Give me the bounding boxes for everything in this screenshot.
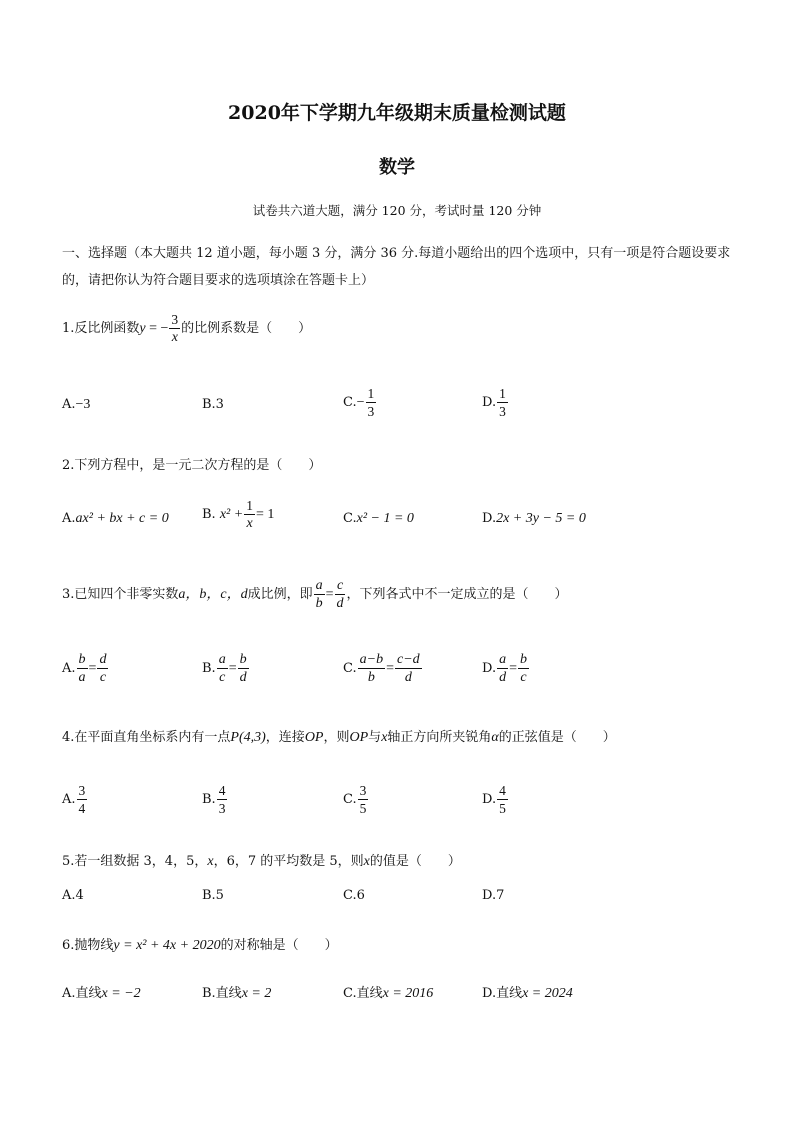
q2-a-expr: ax² + bx + c = 0 <box>75 511 169 526</box>
q3-a-frac2 <box>97 652 108 685</box>
q4-d-num: 4 <box>499 783 506 798</box>
q4-op2: OP <box>349 730 369 745</box>
q4-c-num: 3 <box>359 783 367 798</box>
q2-d-label: D. <box>482 511 497 526</box>
q3-suffix: ，下列各式中不一定成立的是（ ） <box>346 587 568 602</box>
q2-b-num: 1 <box>246 498 253 513</box>
q3-f2-den: d <box>336 596 344 611</box>
q3-frac-2 <box>335 578 346 611</box>
q1-eq: = − <box>145 321 169 336</box>
q3-d2-den: c <box>520 670 527 685</box>
q1-den: x <box>171 330 178 345</box>
q2-b-post: = 1 <box>255 507 275 522</box>
q3-a-label: A. <box>62 661 76 676</box>
q4-c-frac <box>358 783 369 816</box>
q3-b2-num: b <box>239 652 247 667</box>
q1-var-y: y <box>139 321 146 336</box>
question-3-stem <box>62 578 568 611</box>
q1-c-label: C. <box>343 395 357 410</box>
q3-d-frac2 <box>518 652 529 685</box>
q4-suffix: 的正弦值是（ ） <box>498 730 616 745</box>
q2-option-c <box>343 511 414 527</box>
q3-a1-den: a <box>78 670 86 685</box>
question-2-stem: 2.下列方程中，是一元二次方程的是（ ） <box>62 458 322 473</box>
q5-option-d: D.7 <box>482 888 505 903</box>
q3-f1-den: b <box>315 596 323 611</box>
q1-d-fraction <box>497 386 508 419</box>
q4-op1: OP <box>304 730 324 745</box>
q4-option-b <box>202 783 228 816</box>
q3-c-eq: = <box>386 661 394 676</box>
q6-expr: y = x² + 4x + 2020 <box>113 938 221 953</box>
q4-mid1: ，连接 <box>265 730 305 745</box>
q6-c-label: C.直线 <box>343 986 383 1001</box>
q1-option-b: B.3 <box>202 397 224 412</box>
q6-b-expr: x = 2 <box>241 986 272 1001</box>
q3-c2-den: d <box>404 670 412 685</box>
q3-d-eq: = <box>509 661 517 676</box>
question-6-stem <box>62 934 338 954</box>
q6-option-b <box>202 982 271 1002</box>
q1-option-c <box>343 386 377 419</box>
q3-c1-num: a−b <box>359 652 384 667</box>
q1-a-value: −3 <box>75 397 91 412</box>
q4-option-c <box>343 783 369 816</box>
q4-b-label: B. <box>202 792 216 807</box>
q2-d-expr: 2x + 3y − 5 = 0 <box>496 511 586 526</box>
q1-prefix: 1.反比例函数 <box>62 321 140 336</box>
q6-d-label: D.直线 <box>482 986 523 1001</box>
q3-frac-1 <box>314 578 325 611</box>
q1-a-label: A. <box>62 397 76 412</box>
q4-option-a <box>62 783 88 816</box>
q4-b-num: 4 <box>218 783 226 798</box>
q4-point: P(4,3) <box>230 730 266 745</box>
q2-b-pre: x² + <box>219 507 244 522</box>
q6-option-a <box>62 982 141 1002</box>
q4-d-frac <box>497 783 508 816</box>
q2-option-b <box>202 498 274 531</box>
q1-option-d <box>482 386 509 419</box>
subject-title: 数学 <box>379 157 415 178</box>
q3-a-eq: = <box>88 661 97 676</box>
q3-b2-den: d <box>239 670 247 685</box>
q1-c-sign: − <box>356 395 365 410</box>
q1-c-num: 1 <box>367 386 375 401</box>
q4-a-den: 4 <box>78 801 86 816</box>
question-4-stem <box>62 726 616 746</box>
q2-b-fraction <box>244 498 255 531</box>
q3-option-d <box>482 652 530 685</box>
q1-option-a <box>62 397 90 413</box>
q2-a-label: A. <box>62 511 76 526</box>
q4-c-den: 5 <box>359 801 367 816</box>
q3-c-frac2 <box>395 652 422 685</box>
q4-b-den: 3 <box>218 801 226 816</box>
q3-option-b <box>202 652 250 685</box>
q1-suffix: 的比例系数是（ ） <box>181 321 312 336</box>
q4-mid4: 轴正方向所夹锐角 <box>387 730 492 745</box>
q3-a2-num: d <box>99 652 107 667</box>
q1-fraction <box>169 312 180 345</box>
section-heading: 一、选择题（本大题共 12 道小题，每小题 3 分，满分 36 分.每道小题给出的四个选项中，只有一项是符合题设要求的，请把你认为符合题目要求的选项填涂在答题卡上） <box>62 246 731 288</box>
q1-c-den: 3 <box>367 404 375 419</box>
q2-option-d <box>482 511 586 527</box>
q2-option-a <box>62 511 169 527</box>
q3-a2-den: c <box>99 670 107 685</box>
q4-a-num: 3 <box>78 783 86 798</box>
q6-option-d <box>482 982 573 1002</box>
q4-mid2: ，则 <box>323 730 350 745</box>
q1-d-label: D. <box>482 395 497 410</box>
q5-xvar2: x <box>363 854 370 869</box>
q3-b-eq: = <box>228 661 237 676</box>
q1-d-den: 3 <box>499 404 506 419</box>
q3-option-a <box>62 652 109 685</box>
q3-eq: = <box>325 587 334 602</box>
q3-b-frac2 <box>238 652 249 685</box>
q3-a1-num: b <box>78 652 86 667</box>
q6-c-expr: x = 2016 <box>382 986 434 1001</box>
q5-option-b: B.5 <box>202 888 224 903</box>
q6-suffix: 的对称轴是（ ） <box>220 938 338 953</box>
q3-prefix: 3.已知四个非零实数 <box>62 587 179 602</box>
q4-xvar: x <box>381 730 388 745</box>
q2-b-den: x <box>246 516 253 531</box>
q2-b-label: B. <box>202 507 216 522</box>
q3-c-label: C. <box>343 661 357 676</box>
q3-mid: 成比例，即 <box>247 587 313 602</box>
q5-option-c: C.6 <box>343 888 365 903</box>
q5-option-a: A.4 <box>62 888 84 903</box>
q1-d-num: 1 <box>499 386 506 401</box>
q5-prefix: 5.若一组数据 3，4，5， <box>62 854 208 869</box>
q4-prefix: 4.在平面直角坐标系内有一点 <box>62 730 231 745</box>
q3-d2-num: b <box>520 652 527 667</box>
q3-vars: a，b，c，d <box>178 587 248 602</box>
q3-f1-num: a <box>315 578 323 593</box>
q4-mid3: 与 <box>368 730 382 745</box>
q1-num: 3 <box>171 312 179 327</box>
exam-title: 2020年下学期九年级期末质量检测试题 <box>228 102 566 124</box>
q3-b-frac1 <box>217 652 228 685</box>
q6-option-c <box>343 982 433 1002</box>
q5-suffix: 的值是（ ） <box>369 854 461 869</box>
q3-f2-num: c <box>336 578 344 593</box>
q3-d-label: D. <box>482 661 497 676</box>
q2-c-expr: x² − 1 = 0 <box>356 511 414 526</box>
q3-d1-den: d <box>499 670 507 685</box>
q4-d-den: 5 <box>499 801 506 816</box>
q3-d1-num: a <box>499 652 507 667</box>
q2-c-label: C. <box>343 511 357 526</box>
q3-b1-num: a <box>218 652 226 667</box>
q6-a-expr: x = −2 <box>101 986 141 1001</box>
q4-option-d <box>482 783 509 816</box>
question-5-stem <box>62 850 461 870</box>
q6-a-label: A.直线 <box>62 986 102 1001</box>
q4-b-frac <box>217 783 228 816</box>
q3-c2-num: c−d <box>396 652 420 667</box>
q6-prefix: 6.抛物线 <box>62 938 114 953</box>
q6-b-label: B.直线 <box>202 986 242 1001</box>
question-1-stem <box>62 312 311 345</box>
q1-c-fraction <box>366 386 377 419</box>
q3-b1-den: c <box>219 670 226 685</box>
q4-alpha: α <box>491 730 499 745</box>
q3-c1-den: b <box>367 670 375 685</box>
q3-b-label: B. <box>202 661 216 676</box>
q3-option-c <box>343 652 423 685</box>
q3-d-frac1 <box>497 652 508 685</box>
q4-a-label: A. <box>62 792 76 807</box>
q4-c-label: C. <box>343 792 357 807</box>
q5-mid: ，6，7 的平均数是 5，则 <box>213 854 364 869</box>
q5-xvar: x <box>207 854 214 869</box>
q3-a-frac1 <box>77 652 88 685</box>
q4-a-frac <box>77 783 88 816</box>
q3-c-frac1 <box>358 652 385 685</box>
q4-d-label: D. <box>482 792 497 807</box>
q6-d-expr: x = 2024 <box>522 986 573 1001</box>
exam-info: 试卷共六道大题，满分 120 分，考试时量 120 分钟 <box>252 203 542 218</box>
